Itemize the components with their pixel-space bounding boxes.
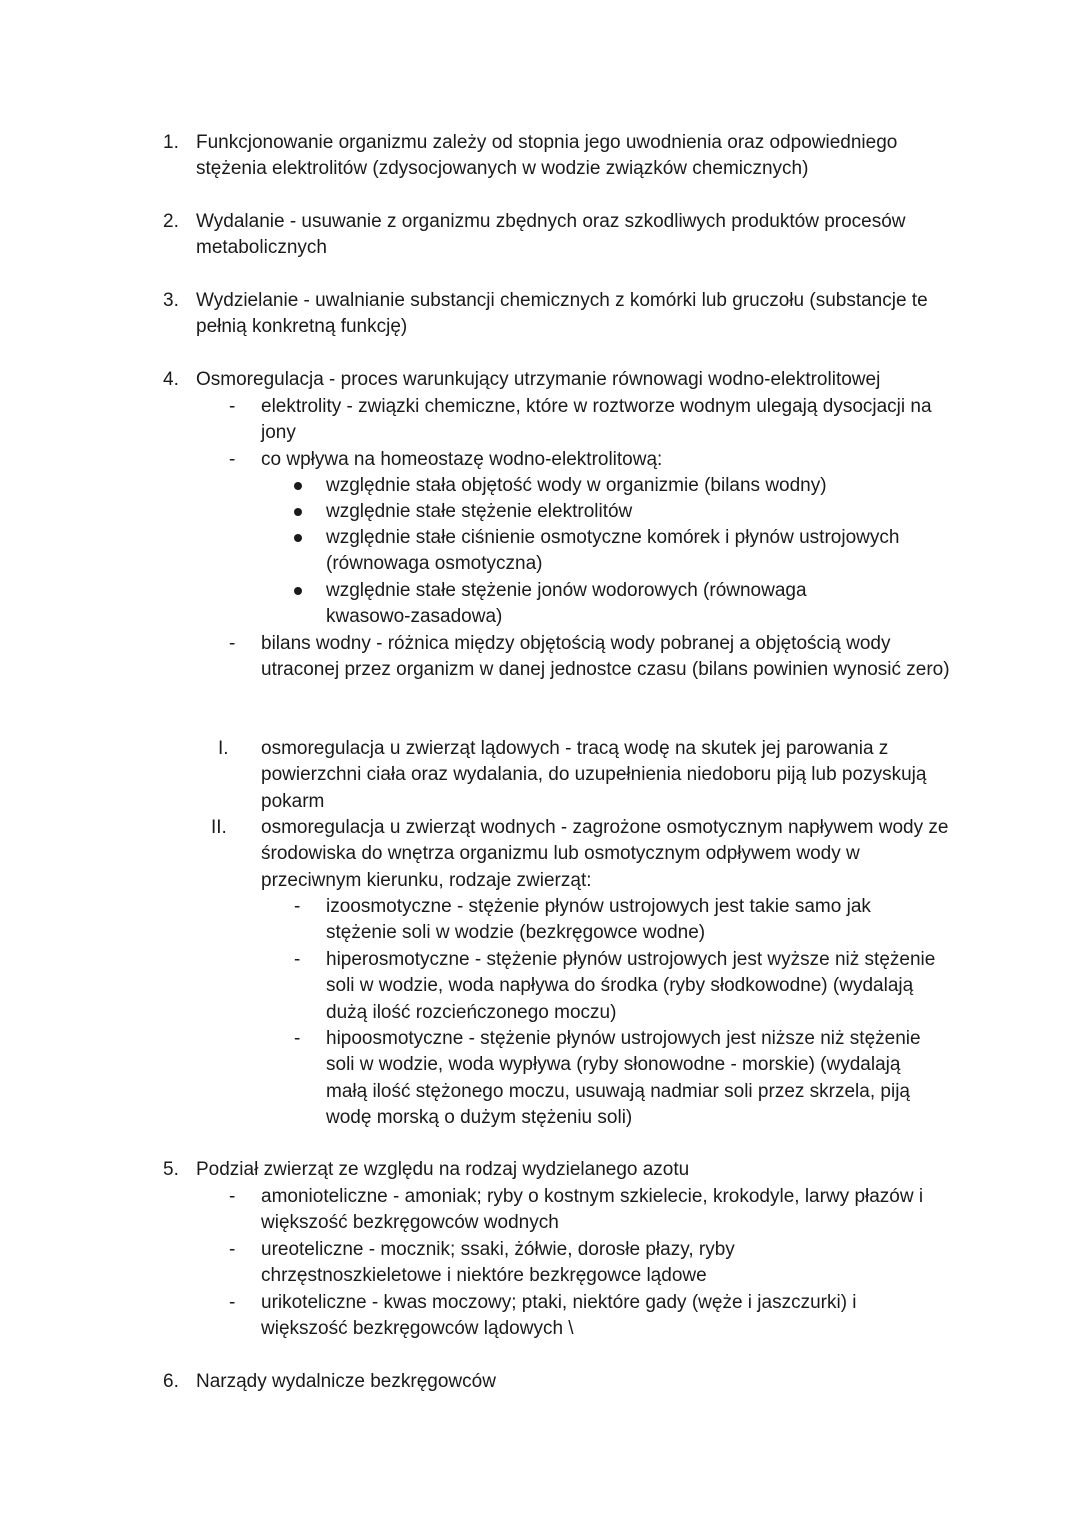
sub-item-text: amonioteliczne - amoniak; ryby o kostnym szkielecie, krokodyle, larwy płazów i większość bezkręgowców wodnych (261, 1186, 924, 1234)
sub-item-text: hiperosmotyczne - stężenie płynów ustrojowych jest wyższe niż stężenie soli w wodzie, woda napływa do środka (ryby słodkowodne) (wydalają dużą ilość rozcieńczonego moczu) (326, 949, 936, 1023)
bullet-text: względnie stałe stężenie jonów wodorowych (równowaga kwasowo-zasadowa) (326, 580, 807, 628)
sub-item-text: hipoosmotyczne - stężenie płynów ustrojowych jest niższe niż stężenie soli w wodzie, woda wypływa (ryby słonowodne - morskie) (wydalają małą ilość stężonego moczu, usuwają nadmiar soli przez skrzela, piją wodę morską o dużym stężeniu soli) (326, 1028, 921, 1128)
sub-item-text: urikoteliczne - kwas moczowy; ptaki, niektóre gady (węże i jaszczurki) i większość bezkręgowców lądowych \ (261, 1292, 857, 1340)
sub-item-text: izoosmotyczne - stężenie płynów ustrojowych jest takie samo jak stężenie soli w wodzie (bezkręgowce wodne) (326, 896, 871, 944)
roman-item-text: osmoregulacja u zwierząt wodnych - zagrożone osmotycznym napływem wody ze środowiska do wnętrza organizmu lub osmotycznym odpływem wody w przeciwnym kierunku, rodzaje zwierząt: (261, 817, 949, 891)
item-number: 1. (163, 132, 179, 153)
item-text: Wydalanie - usuwanie z organizmu zbędnych oraz szkodliwych produktów procesów metabolicznych (196, 211, 906, 259)
item-text: Podział zwierząt ze względu na rodzaj wydzielanego azotu (196, 1159, 690, 1180)
item-number: 4. (163, 369, 179, 390)
dash-marker: - (229, 1239, 236, 1260)
sub-item-text: co wpływa na homeostazę wodno-elektrolitową: (261, 449, 663, 470)
dash-marker: - (294, 896, 301, 917)
item-number: 2. (163, 211, 179, 232)
item-number: 5. (163, 1159, 179, 1180)
item-text: Narządy wydalnicze bezkręgowców (196, 1371, 496, 1392)
item-text: Osmoregulacja - proces warunkujący utrzymanie równowagi wodno-elektrolitowej (196, 369, 881, 390)
dash-marker: - (294, 1028, 301, 1049)
sub-item-text: ureoteliczne - mocznik; ssaki, żółwie, dorosłe płazy, ryby chrzęstnoszkieletowe i niektóre bezkręgowce lądowe (261, 1239, 735, 1287)
dash-marker: - (229, 633, 236, 654)
dash-marker: - (229, 1186, 236, 1207)
roman-numeral: I. (218, 738, 229, 759)
item-number: 6. (163, 1371, 179, 1392)
item-number: 3. (163, 290, 179, 311)
roman-item-text: osmoregulacja u zwierząt lądowych - tracą wodę na skutek jej parowania z powierzchni ciała oraz wydalania, do uzupełnienia niedoboru piją lub pozyskują pokarm (261, 738, 927, 812)
sub-item-text: bilans wodny - różnica między objętością wody pobranej a objętością wody utraconej przez organizm w danej jednostce czasu (bilans powinien wynosić zero) (261, 633, 950, 681)
bullet-text: względnie stała objętość wody w organizmie (bilans wodny) (326, 475, 827, 496)
sub-item-text: elektrolity - związki chemiczne, które w roztworze wodnym ulegają dysocjacji na jony (261, 396, 932, 444)
bullet-dot (294, 587, 302, 595)
bullet-dot (294, 482, 302, 490)
roman-numeral: II. (211, 817, 227, 838)
bullet-text: względnie stałe ciśnienie osmotyczne komórek i płynów ustrojowych (równowaga osmotyczna) (326, 527, 900, 575)
item-text: Funkcjonowanie organizmu zależy od stopnia jego uwodnienia oraz odpowiedniego stężenia elektrolitów (zdysocjowanych w wodzie związków chemicznych) (196, 132, 898, 180)
dash-marker: - (229, 1292, 236, 1313)
bullet-dot (294, 534, 302, 542)
bullet-dot (294, 508, 302, 516)
bullet-text: względnie stałe stężenie elektrolitów (326, 501, 633, 522)
dash-marker: - (229, 449, 236, 470)
dash-marker: - (229, 396, 236, 417)
item-text: Wydzielanie - uwalnianie substancji chemicznych z komórki lub gruczołu (substancje te pełnią konkretną funkcję) (196, 290, 928, 338)
dash-marker: - (294, 949, 301, 970)
